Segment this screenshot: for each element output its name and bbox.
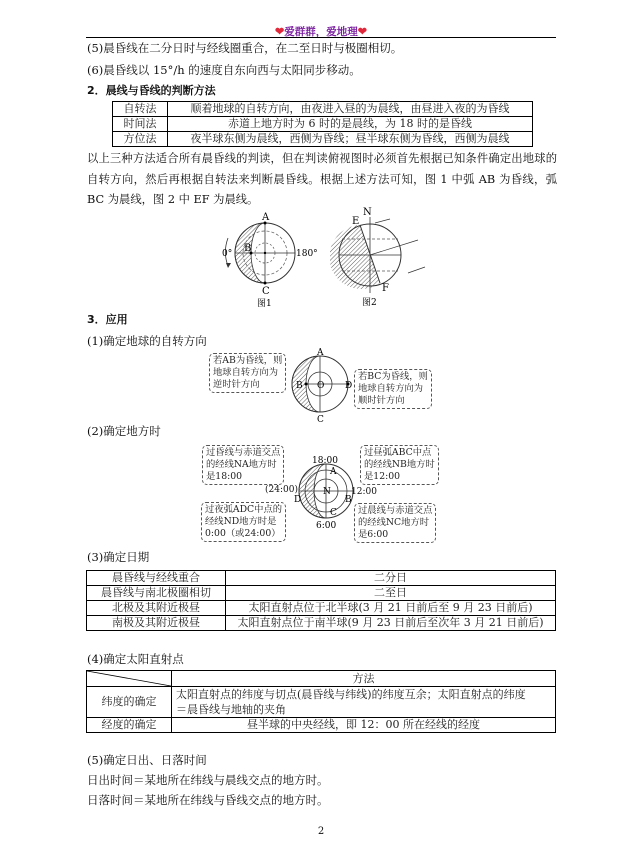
condition-cell: 南极及其附近极昼 [87,616,226,631]
condition-cell: 晨昏线与南北极圈相切 [87,586,226,601]
figure-1 [220,208,325,308]
label-N: N [323,487,331,497]
table-row [87,718,556,733]
table-row [87,671,556,687]
sub-5-heading: (5)确定日出、日落时间 [87,753,207,767]
row-label: 经度的确定 [87,718,172,733]
table-row [87,687,556,718]
method-header: 方法 [172,671,556,687]
label-D: D [345,381,353,391]
table-row [113,102,533,117]
motto-text: 爱群群，爱地理 [284,26,358,38]
row-label: 纬度的确定 [87,687,172,718]
table-row [87,571,556,586]
callout-dusk-na: 过昏线与赤道交点 的经线NA地方时 是18:00 [202,445,284,485]
heart-icon: ❤ [357,25,367,38]
point-5: (5)晨昏线在二分日时与经线圈重合，在二至日时与极圈相切。 [87,41,403,55]
point-6: (6)晨昏线以 15°/h 的速度自东向西与太阳同步移动。 [87,63,361,77]
method-desc: 顺着地球的自转方向，由夜进入昼的为晨线，由昼进入夜的为昏线 [168,102,533,117]
label-6: 6:00 [316,521,337,531]
sunrise-rule: 日出时间＝某地所在纬线与晨线交点的地方时。 [87,773,329,787]
sub-4-heading: (4)确定太阳直射点 [87,652,184,666]
label-A: A [330,467,337,477]
label-B: B [296,381,303,391]
method-name: 方位法 [113,132,168,147]
method-table [112,101,533,147]
figure-2 [330,205,430,308]
section-2-heading: 2．晨线与昏线的判断方法 [87,84,216,97]
label-E: E [352,216,360,227]
label-B: B [244,243,252,254]
diagonal-header-cell [87,671,172,687]
condition-cell: 北极及其附近极昼 [87,601,226,616]
label-C: C [262,286,270,297]
label-F: F [382,283,389,294]
label-0-degree: 0° [222,249,233,259]
result-cell: 二至日 [226,586,556,601]
callout-bc-dusk: 若BC为昏线，则 地球自转方向为 顺时针方向 [354,369,432,409]
sun-ray-arrow-icon [408,267,425,273]
label-C: C [317,415,324,423]
callout-ab-dusk: 若AB为昏线，则 地球自转方向为 逆时针方向 [209,353,286,393]
table-row [113,132,533,147]
rotation-diagram [285,348,365,423]
night-area [330,225,380,289]
label-N: N [363,207,372,218]
label-18: 18:00 [312,456,338,466]
figure-2-caption: 图2 [362,298,377,308]
callout-dawn-nc: 过晨线与赤道交点 的经线NC地方时 是6:00 [354,503,436,543]
table-row [87,616,556,631]
sun-ray-arrow-icon [375,219,390,223]
label-A: A [317,348,324,358]
figure-1-caption: 图1 [257,299,272,308]
sub-1-heading: (1)确定地球的自转方向 [87,334,207,348]
method-desc: 赤道上地方时为 6 时的是晨线，为 18 时的是昏线 [168,117,533,132]
table-row [87,601,556,616]
longitude-method: 昼半球的中央经线，即 12：00 所在经线的经度 [172,718,556,733]
table-row [87,586,556,601]
method-name: 时间法 [113,117,168,132]
page-number: 2 [317,826,325,837]
callout-night-nd: 过夜弧ADC中点的 经线ND地方时是 0:00（或24:00） [201,502,286,542]
sunset-rule: 日落时间＝某地所在纬线与昏线交点的地方时。 [87,793,329,807]
callout-day-nb: 过昼弧ABC中点 的经线NB地方时 是12:00 [360,445,439,485]
sub-3-heading: (3)确定日期 [87,550,150,564]
sub-2-heading: (2)确定地方时 [87,424,161,438]
label-C: C [330,508,337,518]
heart-icon: ❤ [275,25,285,38]
table-row [113,117,533,132]
result-cell: 太阳直射点位于南半球(9 月 23 日前后至次年 3 月 21 日前后) [226,616,556,631]
section-3-heading: 3．应用 [87,313,128,326]
label-12: 12:00 [351,487,377,497]
label-B: B [345,495,352,505]
condition-cell: 晨昏线与经线重合 [87,571,226,586]
result-cell: 二分日 [226,571,556,586]
method-name: 自转法 [113,102,168,117]
label-D: D [294,495,302,505]
date-table [86,570,556,631]
result-cell: 太阳直射点位于北半球(3 月 21 日前后至 9 月 23 日前后) [226,601,556,616]
latitude-method: 太阳直射点的纬度与切点(晨昏线与纬线)的纬度互余；太阳直射点的纬度 ＝晨昏线与地轴的夹角 [172,687,556,718]
label-O: O [317,381,325,391]
label-180-degree: 180° [296,249,318,259]
header-rule [86,37,556,38]
label-24: (24:00) [265,485,298,495]
summary-paragraph: 以上三种方法适合所有晨昏线的判读，但在判读俯视图时必须首先根据已知条件确定出地球的自转方向，然后再根据自转法来判断晨昏线。根据上述方法可知，图 1 中弧 AB 为昏线，弧 BC 为晨线，图 2 中 EF 为晨线。 [87,152,557,206]
label-A: A [262,212,270,223]
subsolar-table [86,670,556,733]
method-desc: 夜半球东侧为晨线，西侧为昏线；昼半球东侧为昏线，西侧为晨线 [168,132,533,147]
